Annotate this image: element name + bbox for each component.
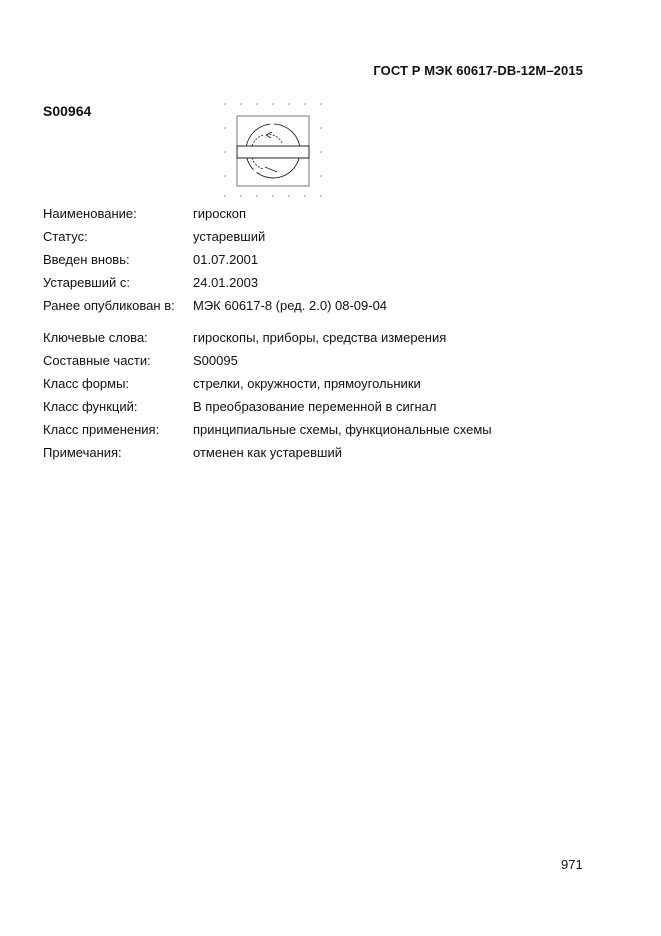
field-value: устаревший bbox=[193, 229, 266, 244]
field-value: 01.07.2001 bbox=[193, 252, 259, 267]
field-value: МЭК 60617-8 (ред. 2.0) 08-09-04 bbox=[193, 298, 388, 313]
page-number: 971 bbox=[561, 857, 583, 872]
gyroscope-symbol-icon bbox=[222, 101, 328, 199]
field-label: Примечания: bbox=[43, 445, 122, 460]
field-label: Ранее опубликован в: bbox=[43, 298, 175, 313]
field-value: В преобразование переменной в сигнал bbox=[193, 399, 437, 414]
field-label: Наименование: bbox=[43, 206, 137, 221]
field-label: Класс функций: bbox=[43, 399, 138, 414]
field-value: принципиальные схемы, функциональные схемы bbox=[193, 422, 492, 437]
field-label: Класс формы: bbox=[43, 376, 130, 391]
field-value: гироскопы, приборы, средства измерения bbox=[193, 330, 447, 345]
field-label: Устаревший с: bbox=[43, 275, 130, 290]
symbol-code: S00964 bbox=[43, 103, 92, 119]
field-value: отменен как устаревший bbox=[193, 445, 342, 460]
document-header: ГОСТ Р МЭК 60617-DB-12M–2015 bbox=[373, 63, 583, 78]
field-value: 24.01.2003 bbox=[193, 275, 259, 290]
field-value: стрелки, окружности, прямоугольники bbox=[193, 376, 421, 391]
field-label: Статус: bbox=[43, 229, 88, 244]
field-label: Ключевые слова: bbox=[43, 330, 148, 345]
field-value: гироскоп bbox=[193, 206, 247, 221]
field-label: Введен вновь: bbox=[43, 252, 130, 267]
field-value: S00095 bbox=[193, 353, 238, 368]
field-label: Составные части: bbox=[43, 353, 151, 368]
field-label: Класс применения: bbox=[43, 422, 160, 437]
